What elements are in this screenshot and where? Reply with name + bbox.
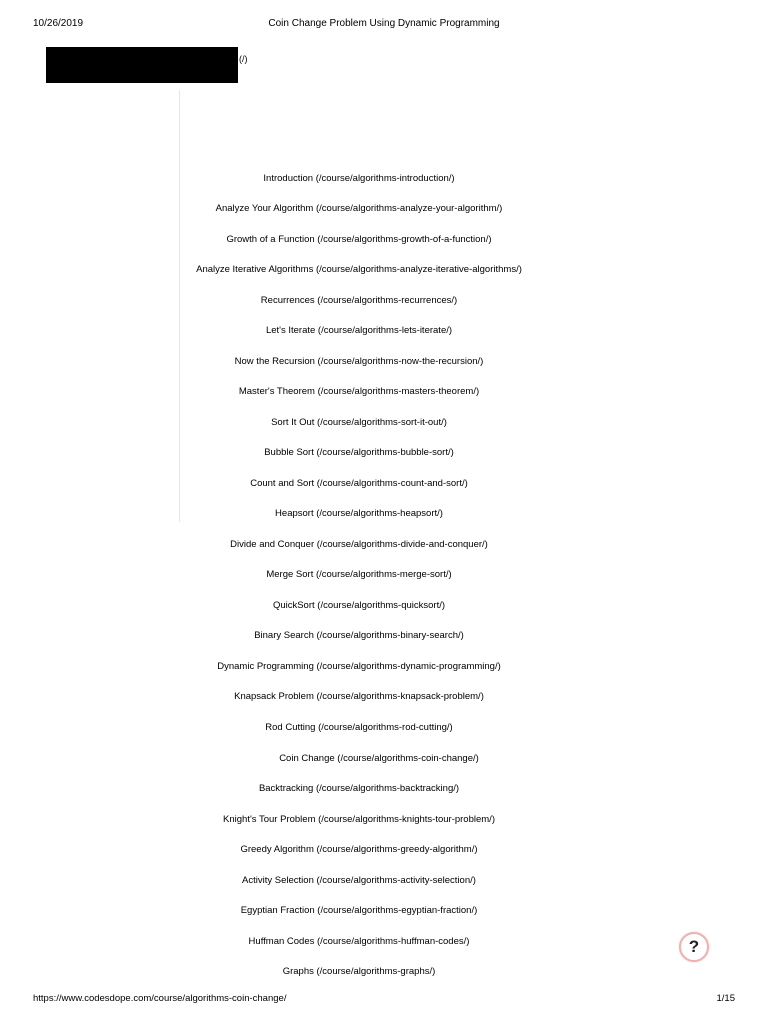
toc-link[interactable]: Analyze Iterative Algorithms (/course/algorithms-analyze-iterative-algorithms/) [196,264,522,275]
toc-link-active[interactable]: Coin Change (/course/algorithms-coin-change/) [279,753,479,764]
toc-link[interactable]: Greedy Algorithm (/course/algorithms-greedy-algorithm/) [240,844,478,855]
page-number: 1/15 [716,993,735,1004]
toc-link[interactable]: Knapsack Problem (/course/algorithms-knapsack-problem/) [234,691,484,702]
toc-link[interactable]: Divide and Conquer (/course/algorithms-divide-and-conquer/) [230,539,488,550]
footer-url: https://www.codesdope.com/course/algorithms-coin-change/ [33,993,287,1004]
toc-link[interactable]: Graphs (/course/algorithms-graphs/) [282,966,436,977]
toc-link[interactable]: Egyptian Fraction (/course/algorithms-egyptian-fraction/) [240,905,478,916]
toc-link[interactable]: QuickSort (/course/algorithms-quicksort/) [272,600,446,611]
toc-link[interactable]: Introduction (/course/algorithms-introduction/) [263,173,455,184]
toc-link[interactable]: Sort It Out (/course/algorithms-sort-it-out/) [271,417,447,428]
home-link[interactable]: (/) [239,54,248,64]
print-title: Coin Change Problem Using Dynamic Programming [268,18,500,29]
print-date: 10/26/2019 [33,18,84,29]
question-icon: ? [688,937,700,956]
toc-link[interactable]: Now the Recursion (/course/algorithms-now-the-recursion/) [234,356,484,367]
help-button[interactable] [679,932,709,962]
toc-link[interactable]: Rod Cutting (/course/algorithms-rod-cutting/) [265,722,453,733]
toc-link[interactable]: Merge Sort (/course/algorithms-merge-sort/) [266,569,452,580]
toc-link[interactable]: Growth of a Function (/course/algorithms-growth-of-a-function/) [226,234,492,245]
toc-link[interactable]: Analyze Your Algorithm (/course/algorithms-analyze-your-algorithm/) [215,203,503,214]
toc-link[interactable]: Recurrences (/course/algorithms-recurrences/) [260,295,458,306]
toc-link[interactable]: Count and Sort (/course/algorithms-count-and-sort/) [250,478,468,489]
toc-link[interactable]: Huffman Codes (/course/algorithms-huffman-codes/) [248,936,470,947]
toc-link[interactable]: Let's Iterate (/course/algorithms-lets-iterate/) [265,325,453,336]
toc-link[interactable]: Binary Search (/course/algorithms-binary-search/) [254,630,464,641]
toc-link[interactable]: Dynamic Programming (/course/algorithms-dynamic-programming/) [217,661,501,672]
toc-link[interactable]: Backtracking (/course/algorithms-backtracking/) [258,783,460,794]
toc-link[interactable]: Knight's Tour Problem (/course/algorithms-knights-tour-problem/) [223,814,495,825]
toc-link[interactable]: Activity Selection (/course/algorithms-activity-selection/) [242,875,476,886]
toc-link[interactable]: Bubble Sort (/course/algorithms-bubble-sort/) [264,447,454,458]
toc-link[interactable]: Master's Theorem (/course/algorithms-masters-theorem/) [238,386,480,397]
toc-link[interactable]: Heapsort (/course/algorithms-heapsort/) [275,508,443,519]
